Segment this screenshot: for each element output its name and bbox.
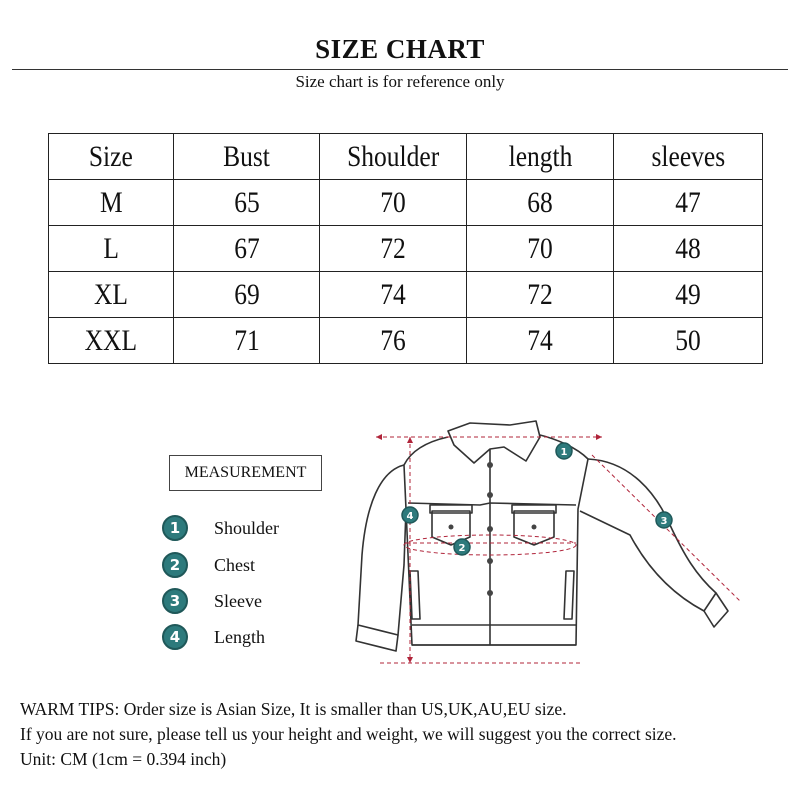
- warm-tips: [20, 697, 790, 772]
- jacket-right-cuff: [704, 593, 728, 627]
- column-header: length: [467, 134, 614, 180]
- table-cell: 48: [614, 226, 763, 272]
- table-row: [49, 318, 763, 364]
- table-cell: 72: [320, 226, 467, 272]
- table-cell: 49: [614, 272, 763, 318]
- table-row: [49, 272, 763, 318]
- legend-item-length: [162, 624, 265, 650]
- jacket-button: [487, 558, 493, 564]
- jacket-hem: [412, 625, 576, 645]
- svg-text:3: 3: [660, 516, 668, 527]
- legend-label: Length: [214, 626, 265, 647]
- table-cell: 76: [320, 318, 467, 364]
- table-cell: XXL: [49, 318, 174, 364]
- jacket-button: [487, 590, 493, 596]
- number-4-icon: 4: [162, 624, 188, 650]
- legend-label: Chest: [214, 554, 256, 575]
- jacket-collar: [448, 421, 540, 463]
- number-2-icon: 2: [162, 552, 188, 578]
- size-table: [48, 133, 763, 364]
- table-cell: 70: [467, 226, 614, 272]
- table-cell: 47: [614, 180, 763, 226]
- jacket-button: [487, 526, 493, 532]
- column-header: Size: [49, 134, 174, 180]
- table-row: [49, 180, 763, 226]
- table-cell: 65: [174, 180, 320, 226]
- table-cell: 50: [614, 318, 763, 364]
- jacket-button: [487, 462, 493, 468]
- column-header: Shoulder: [320, 134, 467, 180]
- table-cell: 72: [467, 272, 614, 318]
- marker-3-icon: [656, 512, 672, 528]
- title-divider: [12, 69, 788, 70]
- jacket-left-cuff: [356, 625, 398, 651]
- table-header-row: [49, 134, 763, 180]
- jacket-left-sleeve: [358, 465, 406, 635]
- table-cell: 70: [320, 180, 467, 226]
- column-header: Bust: [174, 134, 320, 180]
- table-cell: M: [49, 180, 174, 226]
- tips-line: WARM TIPS: Order size is Asian Size, It is smaller than US,UK,AU,EU size.: [20, 699, 567, 719]
- table-row: [49, 226, 763, 272]
- table-cell: 71: [174, 318, 320, 364]
- table-cell: 74: [320, 272, 467, 318]
- jacket-diagram: [340, 415, 760, 675]
- page-subtitle: Size chart is for reference only: [295, 72, 505, 91]
- arrow-icon: [596, 434, 602, 440]
- jacket-button: [487, 492, 493, 498]
- svg-text:4: 4: [406, 511, 414, 522]
- legend-item-sleeve: [162, 588, 262, 614]
- number-1-icon: 1: [162, 515, 188, 541]
- legend-item-shoulder: [162, 515, 279, 541]
- table-cell: 68: [467, 180, 614, 226]
- marker-2-icon: [454, 539, 470, 555]
- table-cell: 74: [467, 318, 614, 364]
- legend-item-chest: [162, 552, 255, 578]
- legend-label: Sleeve: [214, 590, 262, 611]
- legend-label: Shoulder: [214, 517, 279, 538]
- jacket-right-sleeve: [580, 459, 716, 611]
- left-side-pocket: [410, 571, 420, 619]
- tips-line: If you are not sure, please tell us your height and weight, we will suggest you the correct size.: [20, 724, 677, 744]
- svg-text:1: 1: [560, 447, 568, 458]
- table-cell: XL: [49, 272, 174, 318]
- jacket-button: [449, 525, 454, 530]
- number-3-icon: 3: [162, 588, 188, 614]
- column-header: sleeves: [614, 134, 763, 180]
- arrow-icon: [407, 437, 413, 443]
- unit-note: Unit: CM (1cm = 0.394 inch): [20, 749, 227, 769]
- svg-text:2: 2: [458, 543, 466, 554]
- arrow-icon: [376, 434, 382, 440]
- jacket-button: [532, 525, 537, 530]
- right-side-pocket: [564, 571, 574, 619]
- marker-1-icon: [556, 443, 572, 459]
- arrow-icon: [407, 657, 413, 663]
- table-cell: 69: [174, 272, 320, 318]
- page-title: SIZE CHART: [315, 34, 485, 64]
- table-cell: L: [49, 226, 174, 272]
- marker-4-icon: [402, 507, 418, 523]
- table-cell: 67: [174, 226, 320, 272]
- jacket-body: [404, 435, 588, 645]
- measurement-heading: MEASUREMENT: [169, 455, 322, 491]
